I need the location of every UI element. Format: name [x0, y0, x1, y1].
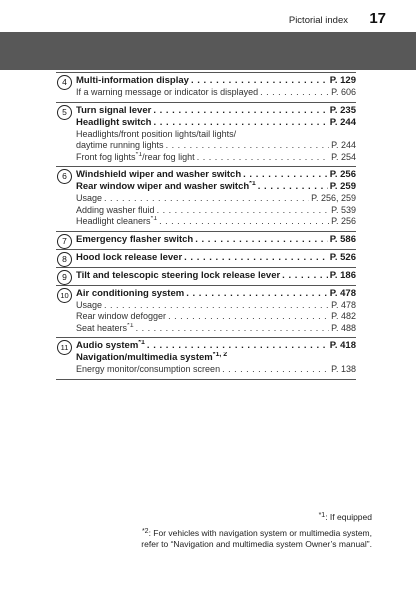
dot-leader	[136, 323, 329, 335]
entry-label: Windshield wiper and washer switch	[76, 169, 242, 180]
footnote-marker: *1, 2	[212, 352, 228, 358]
index-heading	[76, 270, 356, 282]
item-number-badge: 6	[57, 169, 72, 184]
dot-leader	[153, 105, 327, 117]
entry-label: Energy monitor/consumption screen	[76, 364, 221, 374]
dot-leader	[147, 340, 328, 352]
page-reference: P. 256	[331, 216, 356, 226]
index-subitem	[76, 300, 356, 312]
dot-leader	[104, 300, 329, 312]
entry-label: Multi-information display	[76, 75, 189, 86]
dot-leader	[153, 117, 327, 129]
dot-leader	[222, 364, 329, 376]
page-reference: P. 254	[331, 151, 356, 162]
index-subitem	[76, 364, 356, 376]
entry-label: Headlight switch	[76, 116, 152, 128]
page-reference: P. 186	[329, 269, 356, 281]
entry-label: Seat heaters$^{*1}$	[76, 322, 134, 333]
page-reference: P. 244	[329, 116, 356, 128]
index-entry	[56, 286, 356, 339]
entry-label: Headlight cleaners$^{*1}$	[76, 216, 158, 226]
entry-label: Emergency flasher switch	[76, 233, 194, 245]
footnote-marker: *2	[141, 528, 149, 535]
item-number-badge: 9	[57, 270, 72, 285]
dot-leader	[197, 152, 329, 164]
index-subitem	[76, 87, 356, 99]
index-subitem	[76, 140, 356, 152]
index-entry	[56, 250, 356, 268]
index-heading	[76, 75, 356, 87]
entry-label: Air conditioning system	[76, 287, 185, 299]
item-number-badge: 5	[57, 105, 72, 120]
header-band	[0, 32, 416, 70]
page-reference: P. 235	[329, 104, 356, 116]
dot-leader	[184, 252, 328, 264]
entry-label: Navigation/multimedia system$^{*1, 2}$	[76, 352, 228, 363]
entry-label: If a warning message or indicator is displayed	[76, 87, 259, 97]
dot-leader	[157, 205, 330, 217]
index-entry	[56, 167, 356, 232]
page-reference: P. 256, 259	[311, 193, 356, 203]
page-reference: P. 488	[331, 322, 356, 333]
page-number: 17	[369, 10, 386, 27]
index-subitem	[76, 193, 356, 205]
item-number-badge: 4	[57, 75, 72, 90]
footnotes	[72, 512, 372, 555]
page-reference: P. 478	[329, 287, 356, 299]
footnote-line: $^{*1}$: If equipped	[318, 512, 372, 522]
footnote-marker: *1	[249, 181, 256, 187]
footnote-line: refer to “Navigation and multimedia system Owner’s manual”.	[141, 539, 372, 549]
index-list	[56, 72, 356, 380]
page-reference: P. 526	[329, 251, 356, 263]
index-entry	[56, 103, 356, 168]
page-reference: P. 478	[331, 299, 356, 310]
page-reference: P. 539	[331, 204, 356, 215]
index-entry	[56, 338, 356, 380]
footnote-marker: *1	[138, 340, 145, 346]
page-header	[0, 0, 416, 32]
index-heading	[76, 252, 356, 264]
entry-label: Rear window defogger	[76, 311, 167, 321]
index-entry	[56, 268, 356, 286]
entry-label: Front fog lights$^{*1}$/rear fog light	[76, 151, 195, 162]
index-heading	[76, 181, 356, 193]
index-heading	[76, 169, 356, 181]
item-number-badge: 8	[57, 252, 72, 267]
index-heading	[76, 288, 356, 300]
entry-label: Usage	[76, 193, 103, 203]
index-subitem	[76, 205, 356, 217]
entry-label: Hood lock release lever	[76, 251, 183, 263]
entry-label: Rear window wiper and washer switch$^{*1}$	[76, 181, 256, 192]
index-subitem	[76, 129, 356, 141]
dot-leader	[195, 234, 328, 246]
page-reference: P. 256	[329, 169, 356, 180]
page-reference: P. 244	[331, 140, 356, 150]
page-reference: P. 259	[329, 181, 356, 192]
index-subitem	[76, 216, 356, 228]
index-subitem	[76, 311, 356, 323]
index-heading	[76, 117, 356, 129]
index-heading	[76, 105, 356, 117]
dot-leader	[159, 216, 329, 228]
page-reference: P. 586	[329, 233, 356, 245]
entry-label: Headlights/front position lights/tail lights/	[76, 128, 237, 139]
index-subitem	[76, 152, 356, 164]
item-number-badge: 7	[57, 234, 72, 249]
footnote	[72, 528, 372, 550]
dot-leader	[243, 169, 328, 181]
dot-leader	[282, 270, 328, 282]
entry-label: Audio system$^{*1}$	[76, 340, 145, 351]
footnote	[72, 512, 372, 523]
footnote-line: $^{*2}$: For vehicles with navigation system or multimedia system,	[141, 528, 372, 538]
entry-label: Turn signal lever	[76, 104, 152, 116]
dot-leader	[104, 193, 309, 205]
dot-leader	[258, 181, 328, 193]
entry-label: daytime running lights	[76, 140, 164, 150]
entry-label: Adding washer fluid	[76, 204, 155, 215]
page-reference: P. 138	[331, 364, 356, 374]
item-number-badge: 10	[57, 288, 72, 303]
dot-leader	[191, 75, 328, 87]
index-entry	[56, 73, 356, 103]
entry-label: Tilt and telescopic steering lock release lever	[76, 269, 281, 281]
page-reference: P. 606	[331, 87, 356, 97]
page-reference: P. 129	[329, 75, 356, 86]
index-entry	[56, 232, 356, 250]
footnote-marker: *1	[127, 322, 134, 329]
index-heading	[76, 234, 356, 246]
index-heading	[76, 340, 356, 352]
footnote-marker: *1	[135, 151, 143, 158]
index-subitem	[76, 323, 356, 335]
dot-leader	[186, 288, 328, 300]
item-number-badge: 11	[57, 340, 72, 355]
page-reference: P. 482	[331, 311, 356, 321]
dot-leader	[166, 140, 330, 152]
footnote-marker: *1	[318, 512, 326, 519]
index-heading	[76, 352, 356, 364]
page-reference: P. 418	[329, 340, 356, 351]
dot-leader	[260, 87, 329, 99]
entry-label: Usage	[76, 299, 103, 310]
dot-leader	[168, 311, 329, 323]
section-title: Pictorial index	[288, 15, 348, 26]
footnote-marker: *1	[150, 216, 158, 222]
